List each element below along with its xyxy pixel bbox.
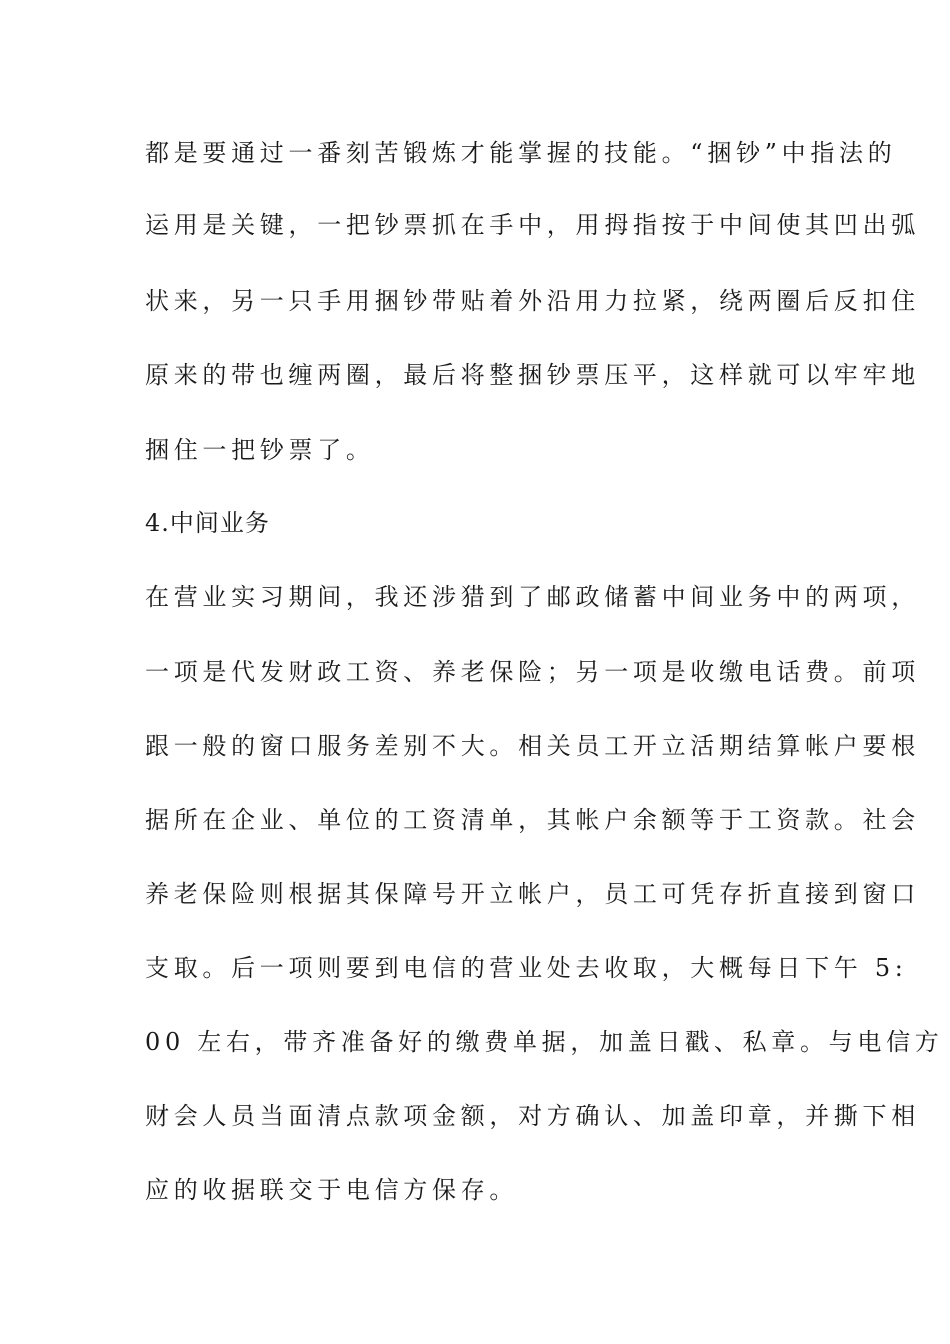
paragraph-line-6: 在营业实习期间，我还涉猎到了邮政储蓄中间业务中的两项，: [145, 583, 920, 611]
paragraph-line-14: 应的收据联交于电信方保存。: [145, 1176, 519, 1204]
paragraph-line-3: 状来，另一只手用捆钞带贴着外沿用力拉紧，绕两圈后反扣住: [145, 287, 920, 315]
paragraph-line-7: 一项是代发财政工资、养老保险；另一项是收缴电话费。前项: [145, 658, 920, 686]
paragraph-line-9: 据所在企业、单位的工资清单，其帐户余额等于工资款。社会: [145, 806, 920, 834]
paragraph-line-2: 运用是关键，一把钞票抓在手中，用拇指按于中间使其凹出弧: [145, 211, 920, 239]
paragraph-line-13: 财会人员当面清点款项金额，对方确认、加盖印章，并撕下相: [145, 1102, 920, 1130]
paragraph-line-11: 支取。后一项则要到电信的营业处去收取，大概每日下午 5:: [145, 954, 908, 982]
section-heading: 4.中间业务: [145, 509, 270, 537]
paragraph-line-1: 都是要通过一番刻苦锻炼才能掌握的技能。“捆钞”中指法的: [145, 139, 897, 167]
paragraph-line-5: 捆住一把钞票了。: [145, 436, 375, 464]
paragraph-line-8: 跟一般的窗口服务差别不大。相关员工开立活期结算帐户要根: [145, 732, 920, 760]
paragraph-line-4: 原来的带也缠两圈，最后将整捆钞票压平，这样就可以牢牢地: [145, 361, 920, 389]
paragraph-line-12: 00 左右，带齐准备好的缴费单据，加盖日戳、私章。与电信方: [145, 1028, 944, 1056]
paragraph-line-10: 养老保险则根据其保障号开立帐户，员工可凭存折直接到窗口: [145, 880, 920, 908]
